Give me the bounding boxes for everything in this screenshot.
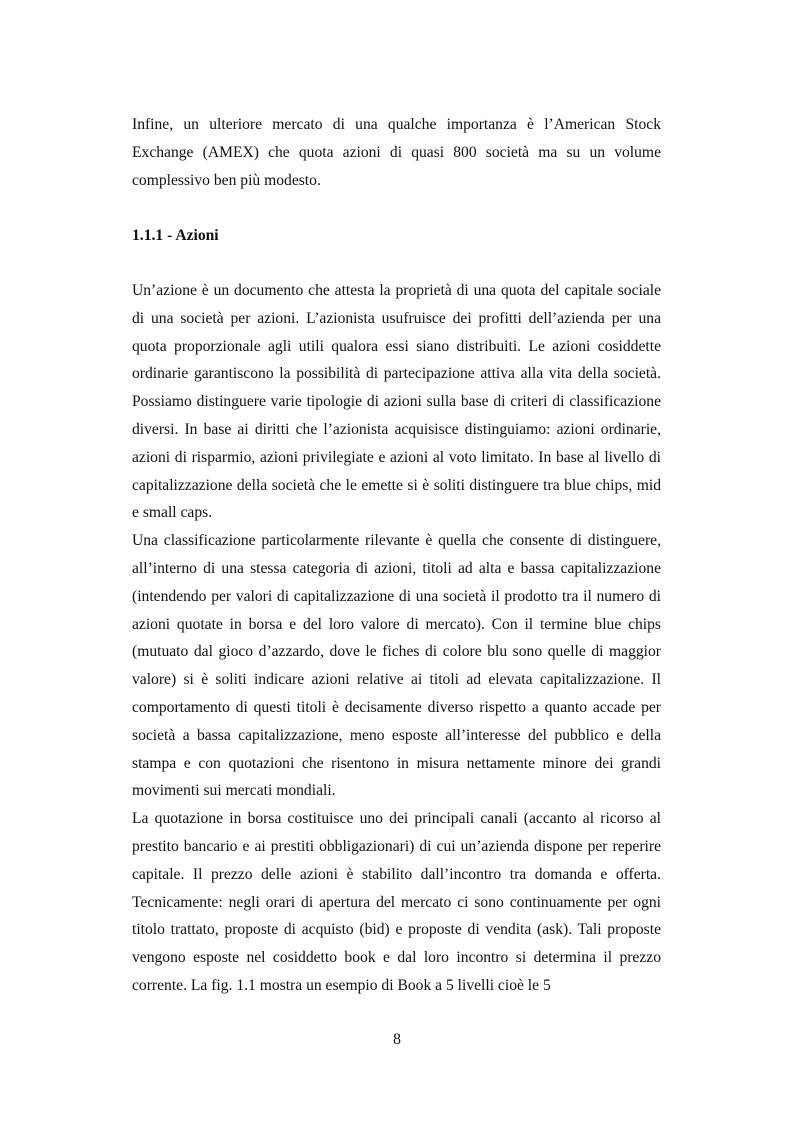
section-body	[132, 277, 661, 1000]
body-paragraph: La quotazione in borsa costituisce uno dei principali canali (accanto al ricorso al prestito bancario e ai prestiti obbligazionari) di cui un’azienda dispone per reperire capitale. Il prezzo delle azioni è stabilito dall’incontro tra domanda e offerta. Tecnicamente: negli orari di apertura del mercato ci sono continuamente per ogni titolo trattato, proposte di acquisto (bid) e proposte di vendita (ask). Tali proposte vengono esposte nel cosiddetto book e dal loro incontro si determina il prezzo corrente. La fig. 1.1 mostra un esempio di Book a 5 livelli cioè le 5	[132, 810, 661, 994]
intro-paragraph	[132, 111, 661, 194]
body-paragraph: Un’azione è un documento che attesta la proprietà di una quota del capitale sociale di una società per azioni. L’azionista usufruisce dei profitti dell’azienda per una quota proporzionale agli utili qualora essi siano distribuiti. Le azioni cosiddette ordinarie garantiscono la possibilità di partecipazione attiva alla vita della società. Possiamo distinguere varie tipologie di azioni sulla base di criteri di classificazione diversi. In base ai diritti che l’azionista acquisisce distinguiamo: azioni ordinarie, azioni di risparmio, azioni privilegiate e azioni al voto limitato. In base al livello di capitalizzazione della società che le emette si è soliti distinguere tra blue chips, mid e small caps.	[132, 282, 661, 522]
page-number: 8	[393, 1031, 401, 1048]
body-paragraph: Una classificazione particolarmente rilevante è quella che consente di distinguere, all’interno di una stessa categoria di azioni, titoli ad alta e bassa capitalizzazione (intendendo per valori di capitalizzazione di una società il prodotto tra il numero di azioni quotate in borsa e del loro valore di mercato). Con il termine blue chips (mutuato dal gioco d’azzardo, dove le fiches di colore blu sono quelle di maggior valore) si è soliti indicare azioni relative ai titoli ad elevata capitalizzazione. Il comportamento di questi titoli è decisamente diverso rispetto a quanto accade per società a bassa capitalizzazione, meno esposte all’interesse del pubblico e della stampa e con quotazioni che risentono in misura nettamente minore dei grandi movimenti sui mercati mondiali.	[132, 532, 661, 800]
intro-text: Infine, un ulteriore mercato di una qualche importanza è l’American Stock Exchange (AMEX) che quota azioni di quasi 800 società ma su un volume complessivo ben più modesto.	[132, 116, 661, 189]
section-heading: 1.1.1 - Azioni	[132, 227, 219, 244]
